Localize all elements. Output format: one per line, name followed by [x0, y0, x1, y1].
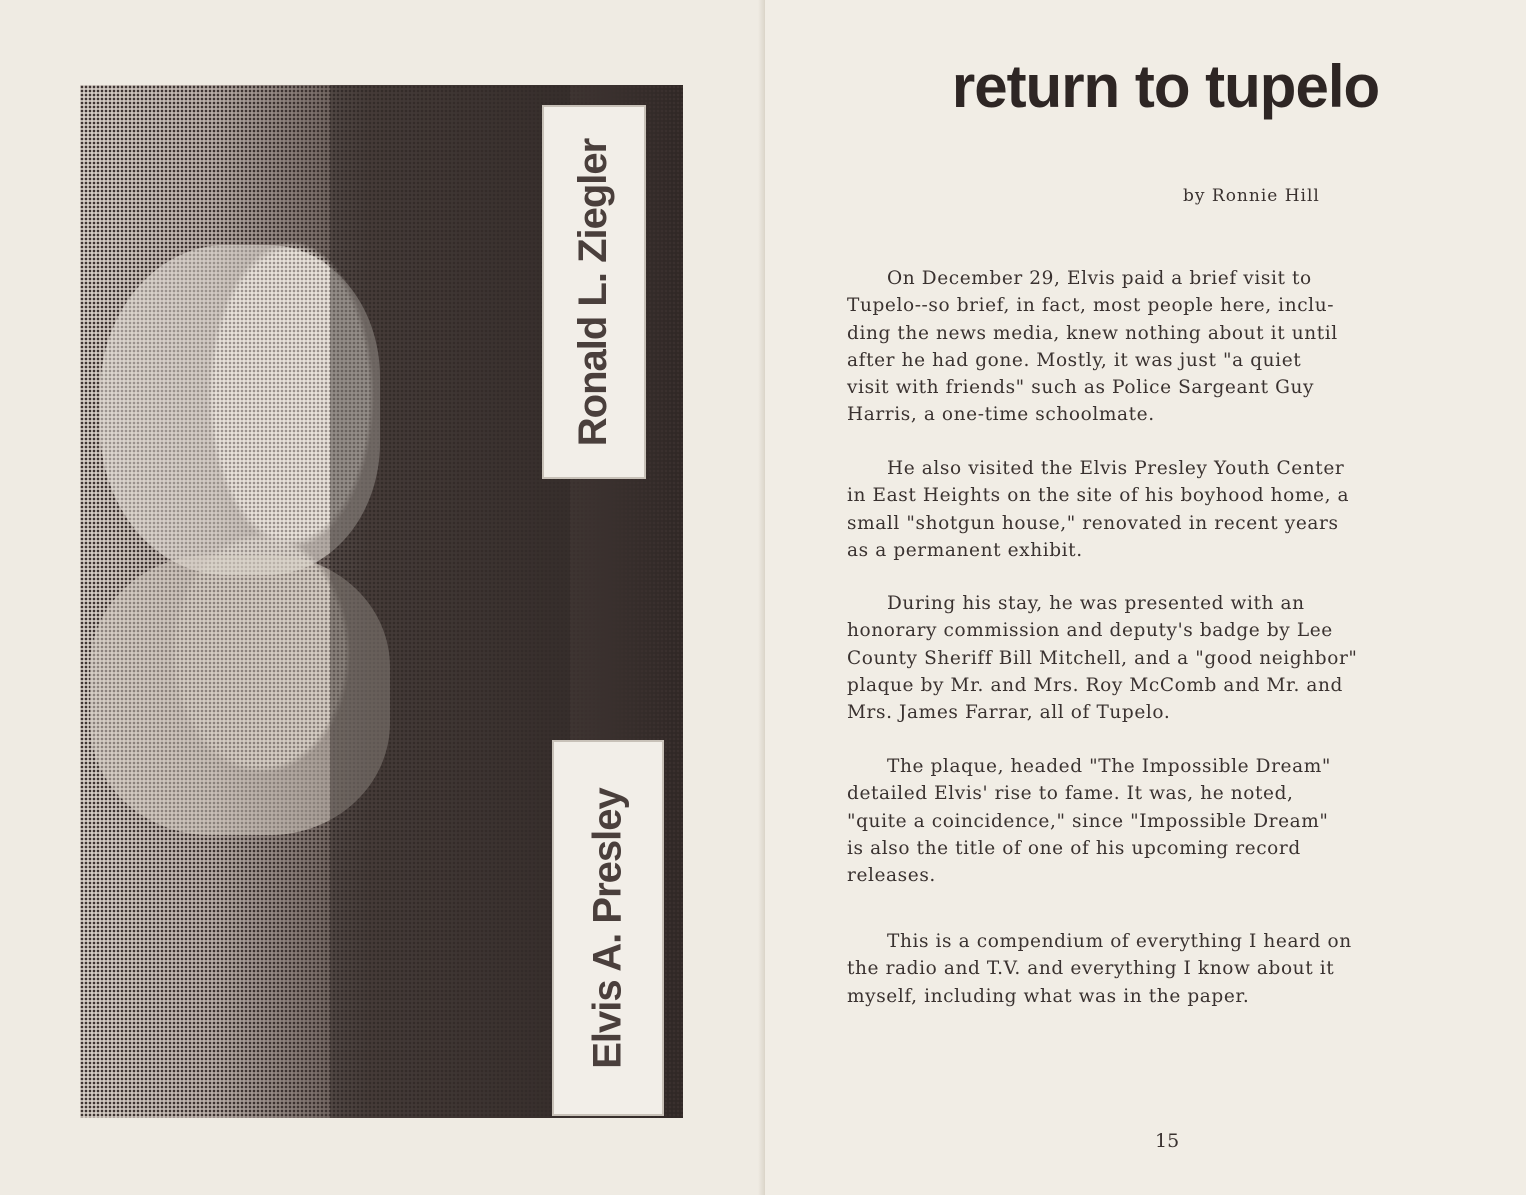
paragraph-5	[847, 928, 1477, 1010]
article-title: return to tupelo	[951, 53, 1380, 120]
paragraph-line: after he had gone. Mostly, it was just "a quiet	[847, 349, 1302, 371]
paragraph-line: During his stay, he was presented with an	[887, 593, 1305, 614]
paragraph-4	[847, 753, 1477, 889]
paragraph-line: myself, including what was in the paper.	[847, 985, 1250, 1007]
article-byline: by Ronnie Hill	[1183, 186, 1320, 206]
paragraph-line: On December 29, Elvis paid a brief visit to	[887, 268, 1312, 289]
paragraph-line: This is a compendium of everything I heard on	[887, 931, 1352, 952]
paragraph-line: small "shotgun house," renovated in recent years	[847, 512, 1339, 534]
paragraph-line: releases.	[847, 865, 936, 887]
right-page	[765, 0, 1526, 1195]
paragraph-line: County Sheriff Bill Mitchell, and a "good neighbor"	[847, 647, 1358, 669]
paragraph-line: detailed Elvis' rise to fame. It was, he noted,	[847, 783, 1294, 805]
nameplate-presley	[552, 740, 664, 1116]
photo-dark-suits	[330, 85, 570, 1118]
nameplate-ziegler	[542, 105, 646, 479]
page-number: 15	[1155, 1130, 1180, 1152]
paragraph-line: the radio and T.V. and everything I know about it	[847, 958, 1335, 980]
paragraph-line: visit with friends" such as Police Sargeant Guy	[847, 377, 1315, 399]
paragraph-3	[847, 590, 1477, 726]
nameplate-ziegler-text: Ronald L. Ziegler	[571, 138, 616, 446]
paragraph-line: is also the title of one of his upcoming record	[847, 837, 1301, 859]
paragraph-line: ding the news media, knew nothing about it until	[847, 322, 1338, 344]
paragraph-line: Mrs. James Farrar, all of Tupelo.	[847, 702, 1171, 724]
paragraph-line: honorary commission and deputy's badge by Lee	[847, 620, 1333, 642]
nameplate-presley-text: Elvis A. Presley	[585, 787, 630, 1069]
paragraph-line: "quite a coincidence," since "Impossible Dream"	[847, 810, 1329, 832]
paragraph-line: plaque by Mr. and Mrs. Roy McComb and Mr. and	[847, 674, 1344, 696]
paragraph-line: as a permanent exhibit.	[847, 539, 1083, 561]
paragraph-line: He also visited the Elvis Presley Youth Center	[887, 458, 1345, 479]
paragraph-line: in East Heights on the site of his boyhood home, a	[847, 485, 1350, 507]
paragraph-1	[847, 265, 1477, 429]
paragraph-2	[847, 455, 1477, 564]
paragraph-line: The plaque, headed "The Impossible Dream"	[887, 756, 1331, 777]
halftone-photo	[80, 85, 683, 1118]
paragraph-line: Harris, a one-time schoolmate.	[847, 404, 1155, 426]
paragraph-line: Tupelo--so brief, in fact, most people here, inclu-	[847, 295, 1335, 317]
